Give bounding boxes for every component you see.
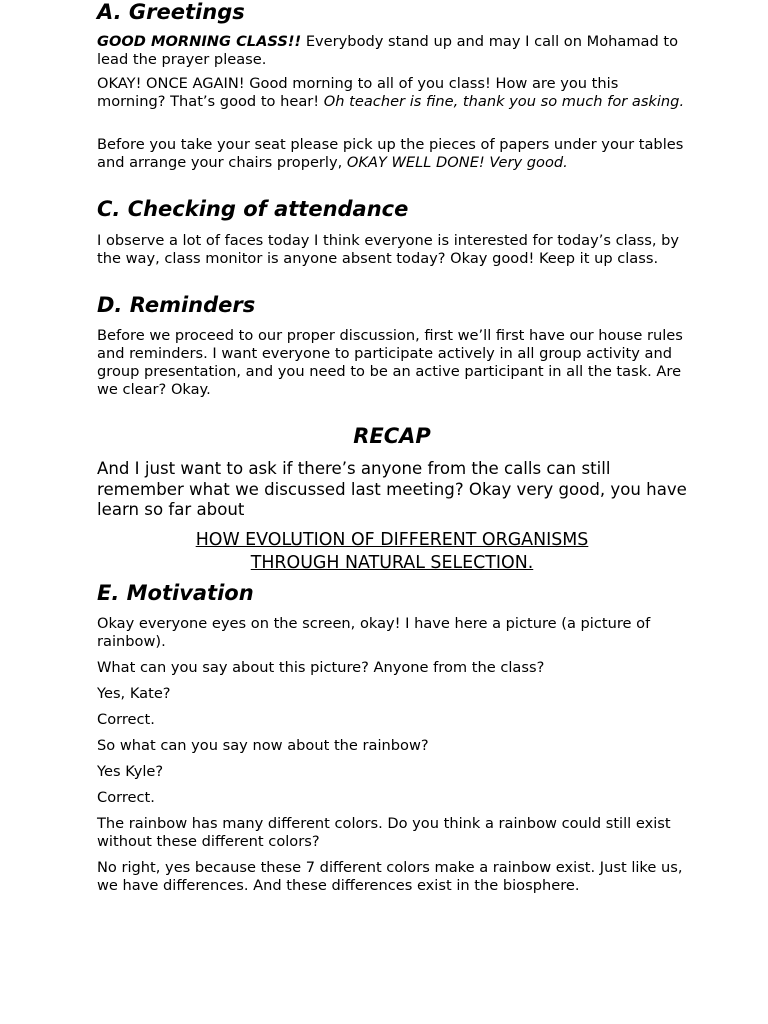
greetings-p2-plain: OKAY! ONCE AGAIN! Good morning to all of you class! How are you this morning? That’s good to hear! — [97, 75, 619, 110]
recap-topic-line-1: HOW EVOLUTION OF DIFFERENT ORGANISMS — [195, 530, 589, 550]
heading-reminders: D. Reminders — [97, 293, 256, 317]
heading-attendance: C. Checking of attendance — [97, 197, 409, 221]
motivation-line-3: Yes, Kate? — [97, 685, 171, 702]
greetings-paragraph-3 — [97, 136, 687, 172]
heading-recap: RECAP — [353, 424, 431, 448]
motivation-line-7: Correct. — [97, 789, 155, 806]
heading-motivation: E. Motivation — [97, 581, 254, 605]
greetings-p2-italic: Oh teacher is fine, thank you so much for asking. — [323, 93, 685, 110]
motivation-line-4: Correct. — [97, 711, 155, 728]
greetings-p1-lead: GOOD MORNING CLASS!! — [97, 33, 302, 50]
greetings-p3-plain: Before you take your seat please pick up the pieces of papers under your tables and arrange your chairs properly, — [97, 136, 684, 171]
motivation-line-6: Yes Kyle? — [97, 763, 164, 780]
attendance-paragraph: I observe a lot of faces today I think everyone is interested for today’s class, by the way, class monitor is anyone absent today? Okay good! Keep it up class. — [97, 232, 680, 267]
motivation-line-2: What can you say about this picture? Anyone from the class? — [97, 659, 545, 676]
recap-paragraph: And I just want to ask if there’s anyone from the calls can still remember what we discussed last meeting? Okay very good, you have learn so far about — [97, 459, 687, 519]
motivation-line-9: No right, yes because these 7 different colors make a rainbow exist. Just like us, we have differences. And these differences exist in the biosphere. — [97, 859, 683, 894]
greetings-p1-rest: Everybody stand up and may I call on Mohamad to lead the prayer please. — [97, 33, 679, 68]
recap-topic-line-2: THROUGH NATURAL SELECTION. — [250, 553, 534, 573]
motivation-line-1: Okay everyone eyes on the screen, okay! I have here a picture (a picture of rainbow). — [97, 615, 651, 650]
reminders-paragraph: Before we proceed to our proper discussion, first we’ll first have our house rules and reminders. I want everyone to participate actively in all group activity and group presentation, and you need to be an active participant in all the task. Are we clear? Okay. — [97, 327, 683, 398]
motivation-line-8: The rainbow has many different colors. Do you think a rainbow could still exist without these different colors? — [97, 815, 671, 850]
motivation-line-5: So what can you say now about the rainbow? — [97, 737, 429, 754]
greetings-p3-italic: OKAY WELL DONE! Very good. — [346, 154, 568, 171]
greetings-paragraph-1 — [97, 33, 687, 69]
heading-greetings: A. Greetings — [97, 0, 245, 24]
recap-topic — [97, 529, 687, 575]
greetings-paragraph-2 — [97, 75, 687, 111]
